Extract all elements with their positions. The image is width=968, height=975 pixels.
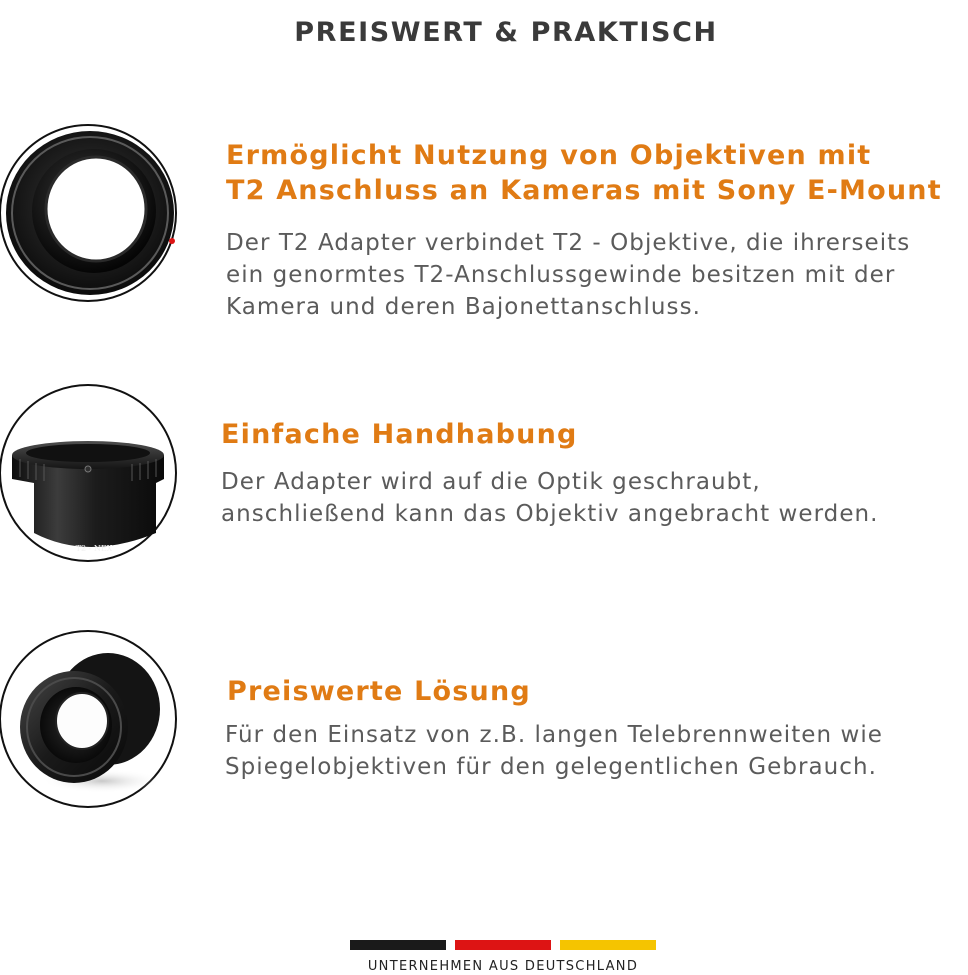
feature-text-line: ein genormtes T2-Anschlussgewinde besitzen mit der (226, 262, 896, 288)
feature-heading-line: Ermöglicht Nutzung von Objektiven mit (226, 140, 872, 171)
flag-bar-black (350, 940, 446, 950)
feature-text-line: Für den Einsatz von z.B. langen Telebrennweiten wie (225, 722, 883, 748)
adapter-front-image (0, 123, 178, 303)
engraving-text: T2 - NEX (75, 544, 113, 553)
page-title: PREISWERT & PRAKTISCH (294, 17, 718, 49)
adapter-angled-image (0, 629, 178, 809)
feature-text-line: Der Adapter wird auf die Optik geschraubt, (221, 469, 761, 495)
feature-description (225, 719, 883, 783)
adapter-side-image (0, 383, 178, 563)
feature-heading-line: T2 Anschluss an Kameras mit Sony E-Mount (226, 175, 942, 206)
feature-text-line: Spiegelobjektiven für den gelegentlichen Gebrauch. (225, 754, 877, 780)
feature-text-line: Der T2 Adapter verbindet T2 - Objektive, die ihrerseits (226, 230, 911, 256)
feature-heading-line: Einfache Handhabung (221, 419, 578, 450)
footer-company-note: UNTERNEHMEN AUS DEUTSCHLAND (367, 959, 639, 974)
feature-description (226, 227, 910, 323)
flag-bar-red (455, 940, 551, 950)
flag-bar-gold (560, 940, 656, 950)
feature-heading-line: Preiswerte Lösung (227, 676, 531, 707)
feature-text-line: anschließend kann das Objektiv angebracht werden. (221, 501, 879, 527)
german-flag-bars (350, 940, 656, 950)
feature-heading (227, 674, 531, 709)
feature-description (221, 466, 879, 530)
feature-heading (226, 138, 942, 208)
feature-text-line: Kamera und deren Bajonettanschluss. (226, 294, 701, 320)
feature-heading (221, 417, 578, 452)
